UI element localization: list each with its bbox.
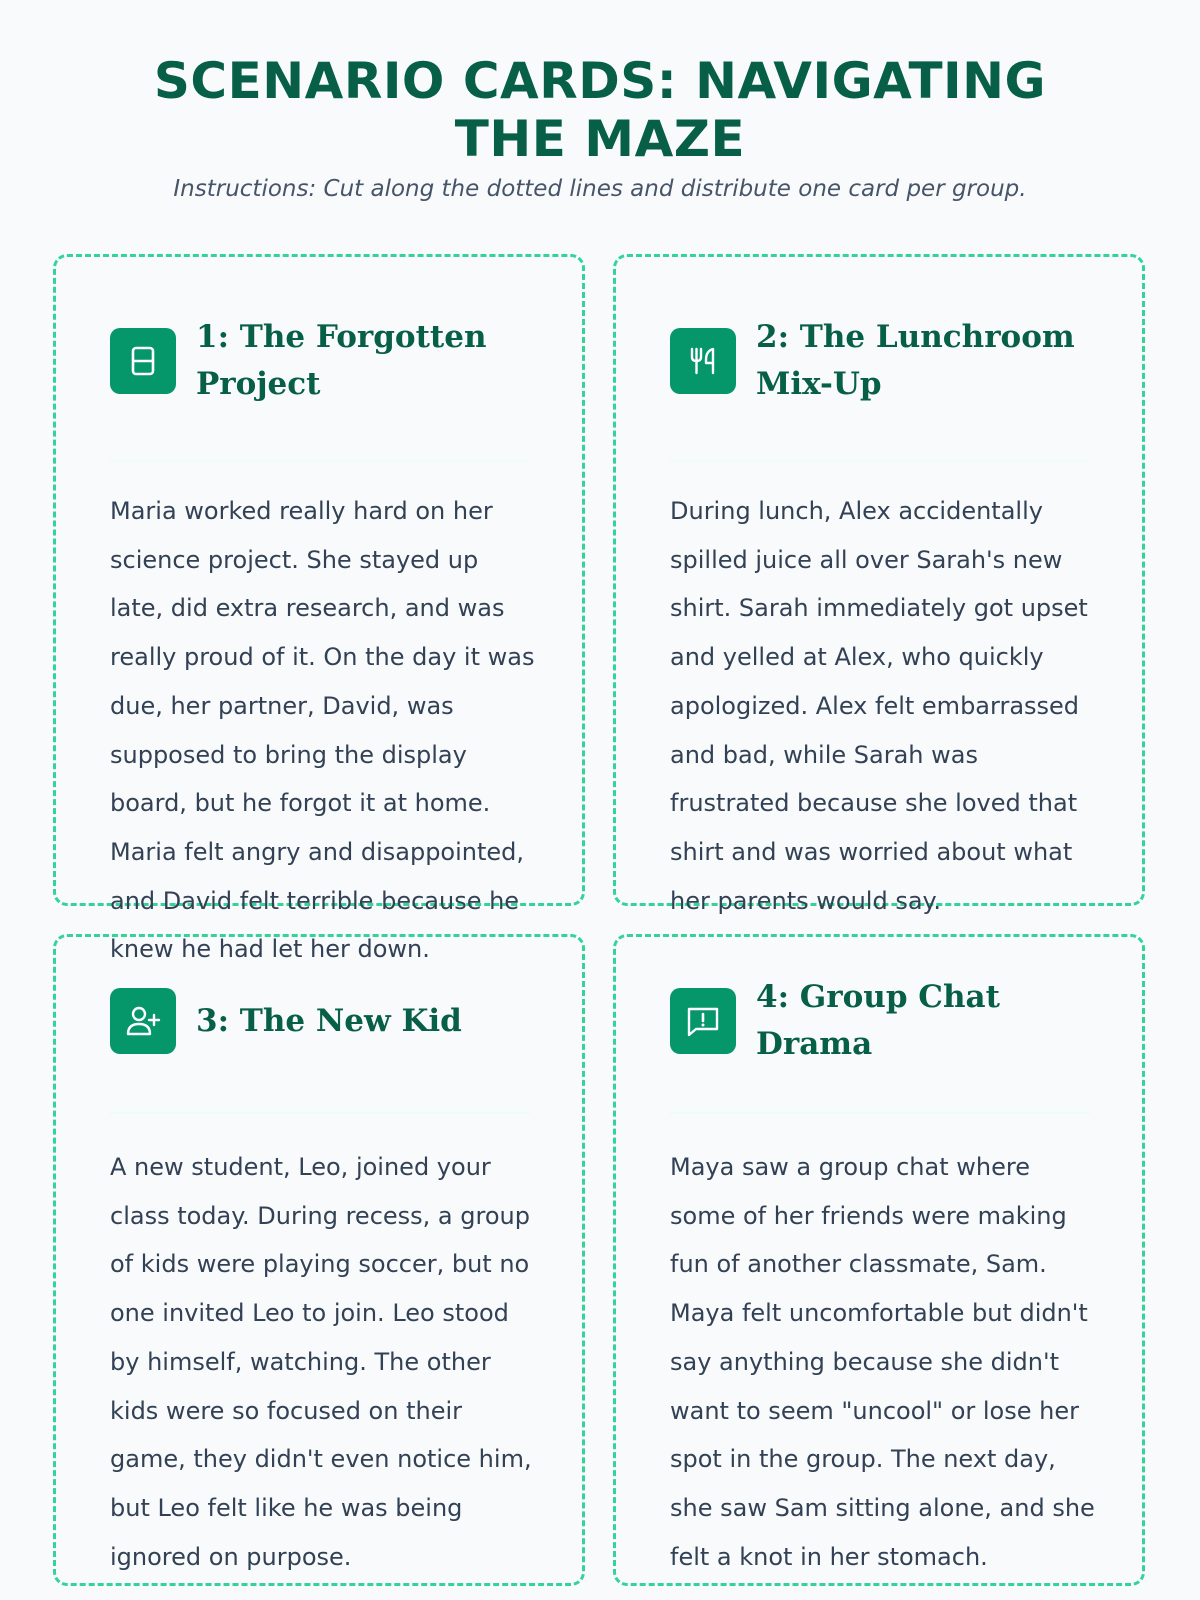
card-title: 4: Group Chat Drama	[756, 979, 1000, 1062]
card-title: 3: The New Kid	[196, 1002, 462, 1039]
card-title: 1: The Forgotten Project	[196, 319, 487, 402]
scenario-card-3	[53, 934, 585, 1586]
card-header	[670, 973, 1110, 1069]
card-header	[110, 313, 550, 409]
instructions-text: Instructions: Cut along the dotted lines and distribute one card per group.	[173, 176, 1027, 202]
card-divider	[670, 460, 1090, 462]
card-divider	[110, 460, 530, 462]
card-header	[670, 313, 1110, 409]
card-divider	[110, 1112, 530, 1114]
message-alert-icon	[670, 988, 736, 1054]
scenario-card-1	[53, 254, 585, 964]
book-icon	[110, 328, 176, 394]
user-plus-icon	[110, 988, 176, 1054]
card-divider	[670, 1112, 1090, 1114]
scenario-card-2	[613, 254, 1145, 915]
card-title: 2: The Lunchroom Mix-Up	[756, 319, 1075, 402]
page-header	[0, 52, 1200, 204]
scenario-card-4	[613, 934, 1145, 1586]
utensils-icon	[670, 328, 736, 394]
card-body: Maya saw a group chat where some of her friends were making fun of another classmate, Sam. Maya felt uncomfortable but didn't say anything because she didn't want to seem "uncool" or lose her spot in the group. The next day, she saw Sam sitting alone, and she felt a knot in her stomach.	[670, 1153, 1095, 1571]
page-title: SCENARIO CARDS: NAVIGATING THE MAZE	[153, 52, 1047, 168]
card-body: Maria worked really hard on her science project. She stayed up late, did extra research, and was really proud of it. On the day it was due, her partner, David, was supposed to bring the display board, but he forgot it at home. Maria felt angry and disappointed, and David felt terrible because he knew he had let her down.	[110, 497, 535, 964]
card-body: A new student, Leo, joined your class today. During recess, a group of kids were playing soccer, but no one invited Leo to join. Leo stood by himself, watching. The other kids were so focused on their game, they didn't even notice him, but Leo felt like he was being ignored on purpose.	[110, 1153, 532, 1571]
card-body: During lunch, Alex accidentally spilled juice all over Sarah's new shirt. Sarah immediately got upset and yelled at Alex, who quickly apologized. Alex felt embarrassed and bad, while Sarah was frustrated because she loved that shirt and was worried about what her parents would say.	[670, 497, 1088, 915]
card-header	[110, 973, 550, 1069]
